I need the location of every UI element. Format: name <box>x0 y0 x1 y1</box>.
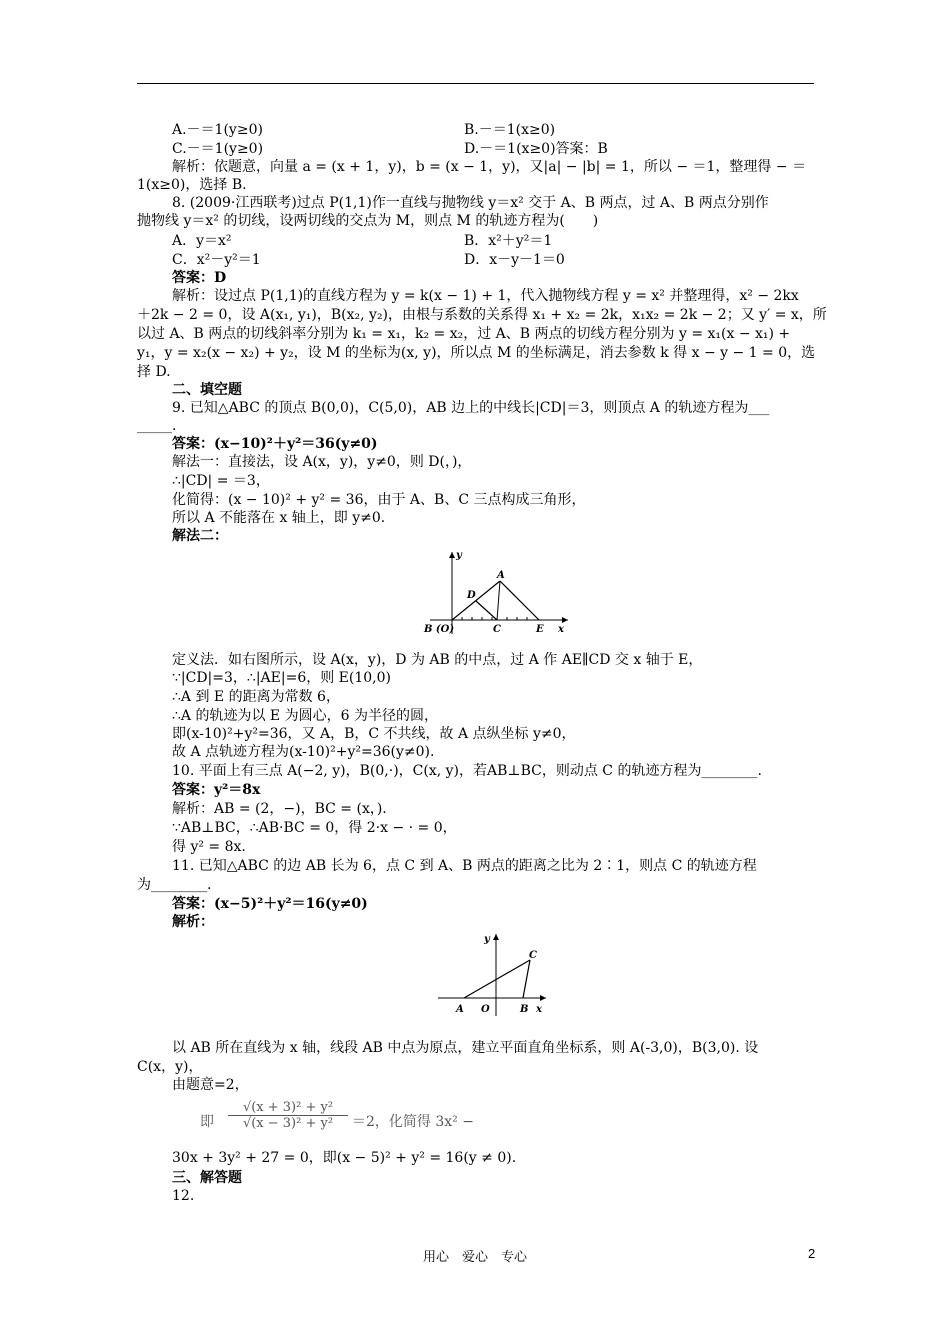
text-line: 解析：AB = (2，−)，BC = (x，). <box>172 801 387 817</box>
text-line: 以 AB 所在直线为 x 轴，线段 AB 中点为原点，建立平面直角坐标系，则 A(-3,0)，B(3,0). 设 <box>172 1040 759 1056</box>
text-line: 答案：D <box>172 270 227 286</box>
text-line: ＋2k − 2 = 0，设 A(x₁, y₁)，B(x₂, y₂)，由根与系数的关系得 x₁ + x₂ = 2k，x₁x₂ = 2k − 2；又 y′ = x，所 <box>137 307 827 323</box>
text-line: 二、填空题 <box>172 382 242 398</box>
text-line: ∵AB⊥BC，∴AB·BC = 0，得 2·x − · = 0， <box>172 820 457 836</box>
text-line: 11. 已知△ABC 的边 AB 长为 6，点 C 到 A、B 两点的距离之比为 2∶1，则点 C 的轨迹方程 <box>172 858 757 874</box>
text-line: 由题意=2， <box>172 1077 249 1093</box>
label-e: E <box>536 624 544 635</box>
text-line: D．x－y－1＝0 <box>464 252 565 268</box>
text-line: 解法二： <box>172 528 228 544</box>
text-line: 所以 A 不能落在 x 轴上，即 y≠0. <box>172 510 386 526</box>
text-line: 解法一：直接法，设 A(x，y)，y≠0，则 D(，)， <box>172 454 472 470</box>
text-line: A．y＝x² <box>172 233 232 249</box>
label-a: A <box>497 570 505 581</box>
text-line: 故 A 点轨迹方程为(x-10)²+y²=36(y≠0). <box>172 744 435 760</box>
text-line: 12. <box>172 1188 195 1204</box>
text-line: D.－＝1(x≥0)答案：B <box>464 141 608 157</box>
text-line: 9. 已知△ABC 的顶点 B(0,0)，C(5,0)，AB 边上的中线长|CD|＝3，则顶点 A 的轨迹方程为___ <box>172 400 770 416</box>
text-line: 即(x-10)²+y²=36，又 A，B，C 不共线，故 A 点纵坐标 y≠0， <box>172 726 576 742</box>
text-line: 8. (2009·江西联考)过点 P(1,1)作一直线与抛物线 y＝x² 交于 A、B 两点，过 A、B 两点分别作 <box>172 195 769 211</box>
label-c: C <box>493 624 501 635</box>
label-y: y <box>484 934 490 945</box>
label-y: y <box>456 550 462 561</box>
figure-triangle-abc-2 <box>436 930 548 1018</box>
label-x: x <box>558 624 564 635</box>
text-line: A.－＝1(y≥0) <box>172 122 263 138</box>
label-a: A <box>456 1004 464 1015</box>
text-line: C．x²－y²＝1 <box>172 252 261 268</box>
text-line: 解析：设过点 P(1,1)的直线方程为 y = k(x − 1) + 1，代入抛物线方程 y = x² 并整理得，x² − 2kx <box>172 288 799 304</box>
text-line: B．x²＋y²＝1 <box>464 233 553 249</box>
formula-denominator: √(x − 3)² + y² <box>242 1116 334 1131</box>
text-line: _____. <box>137 418 177 434</box>
text-line: y₁，y = x₂(x − x₂) + y₂，设 M 的坐标为(x, y)，所以点 M 的坐标满足，消去参数 k 得 x − y − 1 = 0，选 <box>137 345 816 361</box>
text-line: 抛物线 y＝x² 的切线，设两切线的交点为 M，则点 M 的轨迹方程为( ) <box>137 213 599 229</box>
text-line: 30x + 3y² + 27 = 0，即(x − 5)² + y² = 16(y ≠ 0). <box>172 1150 517 1166</box>
text-line: 1(x≥0)，选择 B. <box>137 177 247 193</box>
text-line: 答案：(x−10)²＋y²＝36(y≠0) <box>172 436 378 452</box>
text-line: ∴|CD| = ＝3， <box>172 473 270 489</box>
formula-numerator: √(x + 3)² + y² <box>228 1100 348 1116</box>
text-line: 答案：y²＝8x <box>172 782 261 798</box>
text-line: C.－＝1(y≥0) <box>172 141 264 157</box>
text-line: ∴A 到 E 的距离为常数 6， <box>172 689 340 705</box>
label-x: x <box>536 1004 542 1015</box>
label-d: D <box>467 590 476 601</box>
text-line: 为________. <box>137 877 212 893</box>
text-line: 解析： <box>172 914 214 930</box>
text-line: 解析：依题意，向量 a = (x + 1，y)，b = (x − 1，y)，又|a| − |b| = 1，所以 − ＝1，整理得 − ＝ <box>172 159 807 175</box>
header-rule <box>137 83 814 84</box>
text-line: ∵|CD|=3，∴|AE|=6，则 E(10,0) <box>172 670 391 686</box>
formula-suffix: ＝2，化简得 3x² − <box>352 1114 474 1130</box>
figure-triangle-abc <box>420 548 570 636</box>
formula-prefix: 即 <box>200 1114 214 1130</box>
text-line: 10. 平面上有三点 A(−2, y)，B(0,·)，C(x, y)，若AB⊥BC，则动点 C 的轨迹方程为________. <box>172 763 762 779</box>
text-line: C(x，y)， <box>137 1059 203 1075</box>
label-o: O <box>481 1004 490 1015</box>
text-line: 以过 A、B 两点的切线斜率分别为 k₁ = x₁，k₂ = x₂，过 A、B 两点的切线方程分别为 y = x₁(x − x₁) + <box>137 326 791 342</box>
page-footer: 用心 爱心 专心 <box>422 1250 527 1265</box>
text-line: 三、解答题 <box>172 1170 242 1186</box>
label-c: C <box>529 950 537 961</box>
text-line: ∴A 的轨迹为以 E 为圆心，6 为半径的圆， <box>172 708 438 724</box>
text-line: B.－＝1(x≥0) <box>464 122 556 138</box>
page-number: 2 <box>808 1246 816 1261</box>
label-b: B (O) <box>424 624 455 635</box>
text-line: 化简得：(x − 10)² + y² = 36，由于 A、B、C 三点构成三角形， <box>172 492 586 508</box>
text-line: 答案：(x−5)²＋y²＝16(y≠0) <box>172 896 368 912</box>
label-b: B <box>520 1004 529 1015</box>
text-line: 定义法．如右图所示，设 A(x，y)，D 为 AB 的中点，过 A 作 AE∥CD 交 x 轴于 E， <box>172 652 703 668</box>
text-line: 得 y² = 8x. <box>172 839 246 855</box>
text-line: 择 D. <box>137 364 171 380</box>
